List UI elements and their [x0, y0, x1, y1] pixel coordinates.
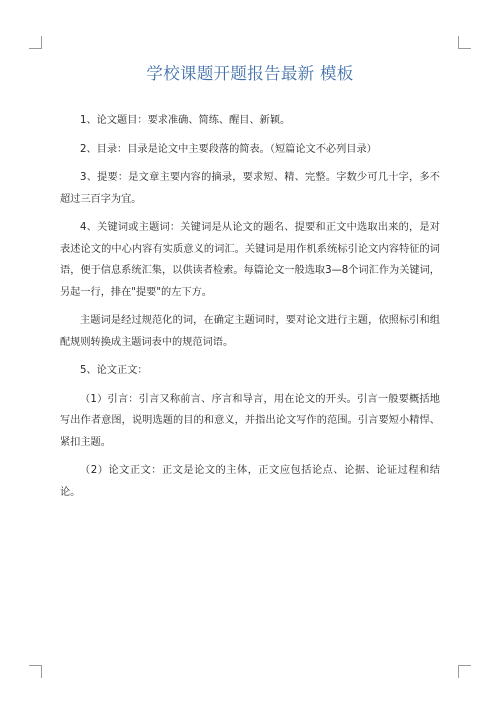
paragraph-topic: 1、论文题目：要求准确、简练、醒目、新颖。 [80, 115, 291, 126]
paragraph-contents: 2、目录：目录是论文中主要段落的简表。（短篇论文不必列目录） [80, 143, 377, 155]
crop-mark-bottom-left [29, 665, 42, 678]
paragraph-body: （2）论文正文：正文是论文的主体，正文应包括论点、论据、论证过程和结论。 [60, 465, 440, 498]
paragraph-keywords: 4、关键词或主题词：关键词是从论文的题名、提要和正文中选取出来的，是对表述论文的中心内容有实质意义的词汇。关键词是用作机系统标引论文内容特征的词语，便于信息系统汇集，以供读者检索。每篇论文一般选取3—8个词汇作为关键词，另起一行，排在"提要"的左下方。 [60, 222, 440, 298]
document-body [60, 110, 440, 510]
paragraph-introduction: （1）引言：引言又称前言、序言和导言，用在论文的开头。引言一般要概括地写出作者意图，说明选题的目的和意义，并指出论文写作的范围。引言要短小精悍、紧扣主题。 [60, 393, 440, 448]
crop-mark-bottom-right [458, 665, 471, 678]
crop-mark-top-right [458, 36, 471, 49]
paragraph-main-text-heading: 5、论文正文： [80, 365, 148, 376]
paragraph-subject-terms: 主题词是经过规范化的词，在确定主题词时，要对论文进行主题，依照标引和组配规则转换成主题词表中的规范词语。 [60, 315, 440, 348]
document-title: 学校课题开题报告最新 模板 [146, 64, 354, 83]
paragraph-abstract: 3、提要：是文章主要内容的摘录，要求短、精、完整。字数少可几十字，多不超过三百字为宜。 [60, 172, 440, 205]
crop-mark-top-left [29, 36, 42, 49]
